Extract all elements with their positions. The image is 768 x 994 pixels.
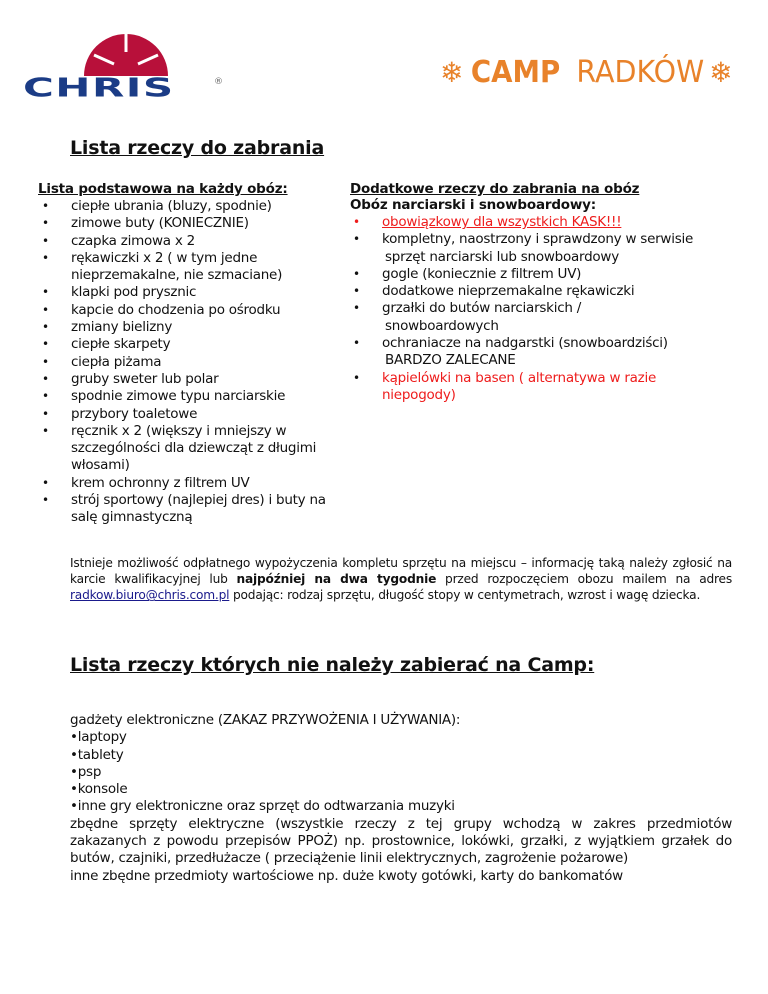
list-item-helmet: • obowiązkowy dla wszystkich KASK!!! — [353, 214, 622, 230]
chris-logo — [22, 31, 222, 101]
list-item: • dodatkowe nieprzemakalne rękawiczki — [353, 283, 635, 300]
extra-list — [350, 214, 750, 404]
list-item: • czapka zimowa x 2 — [42, 232, 195, 249]
list-item: • ciepłe ubrania (bluzy, spodnie) — [42, 198, 272, 214]
list-item: • gogle (koniecznie z filtrem UV) — [353, 265, 582, 282]
list-item: • gruby sweter lub polar — [42, 370, 219, 387]
list-item: • zimowe buty (KONIECZNIE) — [42, 215, 249, 232]
list-item: • spodnie zimowe typu narciarskie — [42, 388, 286, 405]
forbidden-paragraph: zbędne sprzęty elektryczne (wszystkie rzeczy z tej grupy wchodzą w zakres przedmiotów zakazanych z powodu przepisów PPOŻ) np. prostownice, lokówki, grzałki, z wyjątkiem grzałek do butów, czajniki, przedłużacze ( przeciążenie linii elektrycznych, zagrożenie pożarowe) — [70, 815, 732, 867]
deadline-emphasis: najpóźniej na dwa tygodnie — [236, 572, 437, 587]
list-item: • ochraniacze na nadgarstki (snowboardziści) BARDZO ZALECANE — [353, 335, 668, 369]
chris-wordmark: CHRIS — [23, 72, 175, 103]
snowflake-icon: ❄ — [440, 55, 464, 89]
list-item: • ciepła piżama — [42, 353, 162, 370]
forbidden-line: •tablety — [70, 746, 124, 763]
rental-note: Istnieje możliwość odpłatnego wypożyczenia kompletu sprzętu na miejscu – informację taką należy zgłosić na karcie kwalifikacyjnej lub najpóźniej na dwa tygodnie przed rozpoczęciem obozu mailem na adres radkow.biuro@chris.com.pl podając: rodzaj sprzętu, długość stopy w centymetrach, wzrost i wagę dziecka. — [70, 556, 732, 603]
basic-list-section — [38, 181, 348, 527]
forbidden-line: •inne gry elektroniczne oraz sprzęt do odtwarzania muzyki — [70, 798, 455, 815]
list-item: • rękawiczki x 2 ( w tym jedne nieprzemakalne, nie szmaciane) — [42, 249, 283, 284]
list-item: • kapcie do chodzenia po ośrodku — [42, 301, 281, 318]
list-item: • strój sportowy (najlepiej dres) i buty na salę gimnastyczną — [42, 492, 326, 526]
extra-list-subheading: Obóz narciarski i snowboardowy: — [350, 197, 596, 213]
page-title: Lista rzeczy do zabrania — [70, 137, 325, 159]
list-item: • ciepłe skarpety — [42, 336, 171, 353]
extra-list-section — [350, 181, 750, 404]
list-item: • zmiany bielizny — [42, 319, 173, 336]
list-item: • krem ochronny z filtrem UV — [42, 474, 250, 491]
registered-mark: ® — [214, 77, 223, 87]
forbidden-line: inne zbędne przedmioty wartościowe np. duże kwoty gotówki, karty do bankomatów — [70, 867, 623, 884]
snowflake-icon: ❄ — [709, 55, 733, 89]
basic-list — [38, 198, 348, 527]
camp-word: CAMP — [471, 54, 561, 90]
forbidden-line: gadżety elektroniczne (ZAKAZ PRZYWOŻENIA I UŻYWANIA): — [70, 712, 461, 728]
list-item-swimwear: • kąpielówki na basen ( alternatywa w razie niepogody) — [353, 369, 657, 403]
extra-list-heading: Dodatkowe rzeczy do zabrania na obóz — [350, 181, 640, 197]
list-item: • kompletny, naostrzony i sprawdzony w serwisie sprzęt narciarski lub snowboardowy — [353, 231, 694, 265]
camp-radkow-logo — [440, 50, 740, 95]
forbidden-line: •laptopy — [70, 729, 127, 746]
list-item: • przybory toaletowe — [42, 405, 198, 422]
forbidden-line: •psp — [70, 763, 102, 780]
forbidden-list — [70, 712, 732, 885]
email-link[interactable]: radkow.biuro@chris.com.pl — [70, 588, 230, 603]
forbidden-line: •konsole — [70, 781, 128, 798]
forbidden-heading: Lista rzeczy których nie należy zabierać na Camp: — [70, 654, 595, 676]
radkow-word: RADKÓW — [575, 54, 704, 90]
list-item: • grzałki do butów narciarskich / snowboardowych — [353, 300, 582, 334]
list-item: • ręcznik x 2 (większy i mniejszy w szczególności dla dziewcząt z długimi włosami) — [42, 422, 317, 474]
list-item: • klapki pod prysznic — [42, 284, 197, 301]
basic-list-heading: Lista podstawowa na każdy obóz: — [38, 181, 288, 197]
